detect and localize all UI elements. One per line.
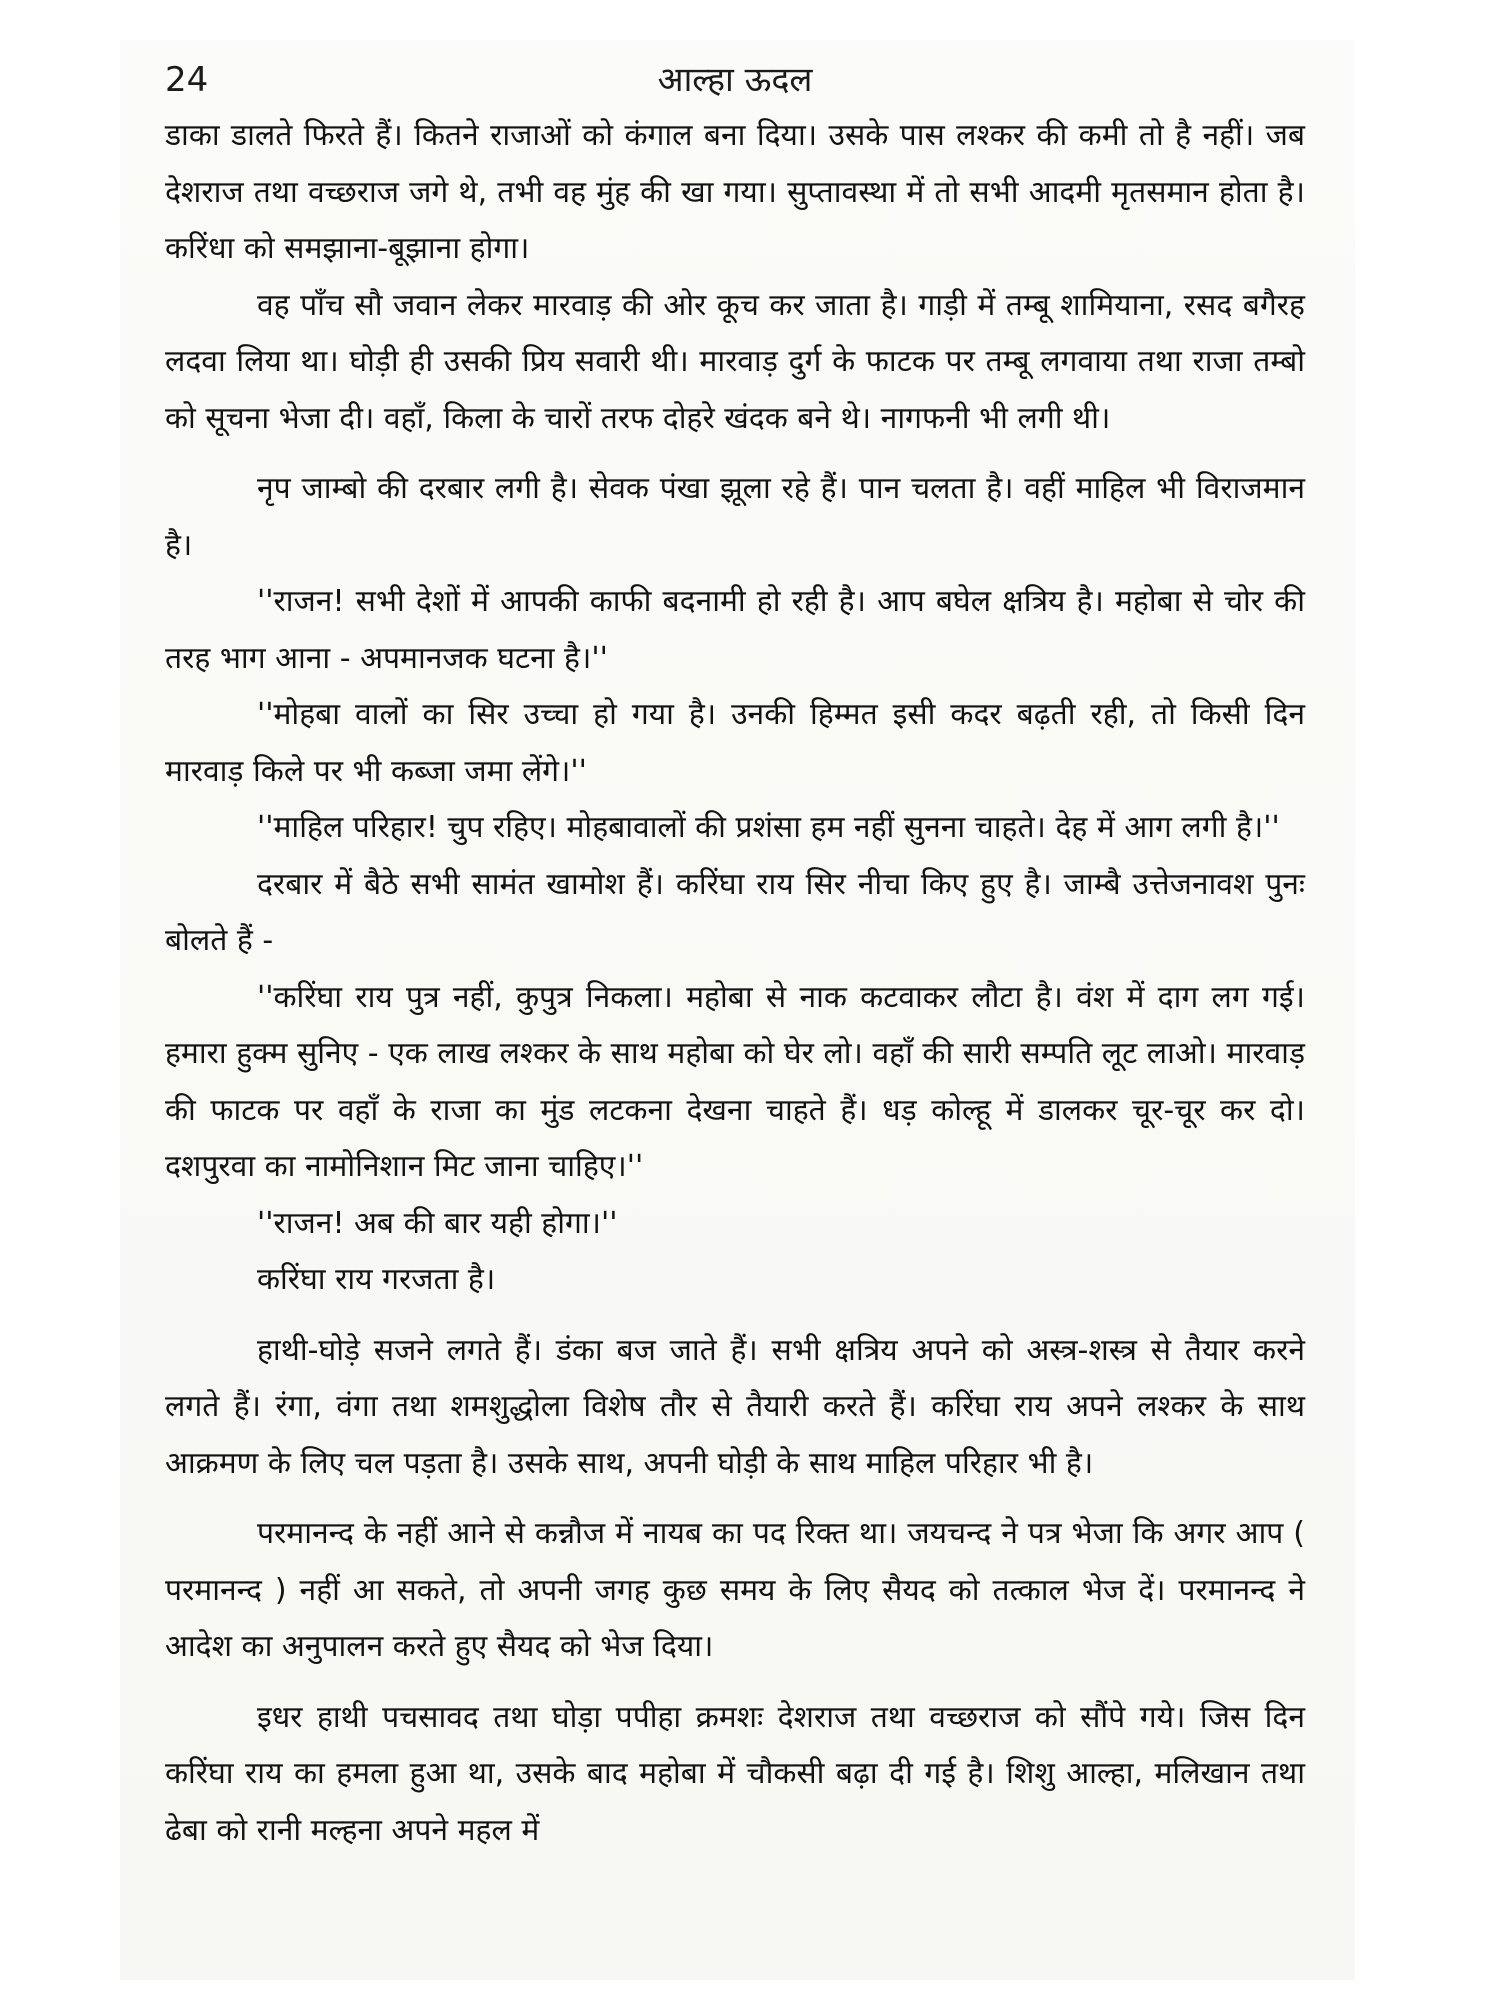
paragraph-3: नृप जाम्बो की दरबार लगी है। सेवक पंखा झूला रहे हैं। पान चलता है। वहीं माहिल भी विराजमान है। [165, 471, 1305, 563]
paragraph-12: परमानन्द के नहीं आने से कन्नौज में नायब का पद रिक्त था। जयचन्द ने पत्र भेजा कि अगर आप ( परमानन्द ) नहीं आ सकते, तो अपनी जगह कुछ समय के लिए सैयद को तत्काल भेज दें। परमानन्द ने आदेश का अनुपालन करते हुए सैयद को भेज दिया। [165, 1516, 1305, 1664]
page-header [165, 55, 1305, 105]
page-number: 24 [165, 60, 209, 100]
paragraph-1: डाका डालते फिरते हैं। कितने राजाओं को कंगाल बना दिया। उसके पास लश्कर की कमी तो है नहीं। जब देशराज तथा वच्छराज जगे थे, तभी वह मुंह की खा गया। सुप्तावस्था में तो सभी आदमी मृतसमान होता है। करिंधा को समझाना-बूझाना होगा। [165, 118, 1305, 266]
running-title: आल्हा ऊदल [657, 60, 813, 100]
paragraph-5: ''मोहबा वालों का सिर उच्चा हो गया है। उनकी हिम्मत इसी कदर बढ़ती रही, तो किसी दिन मारवाड़ किले पर भी कब्जा जमा लेंगे।'' [165, 697, 1305, 789]
paragraph-13: इधर हाथी पचसावद तथा घोड़ा पपीहा क्रमशः देशराज तथा वच्छराज को सौंपे गये। जिस दिन करिंघा राय का हमला हुआ था, उसके बाद महोबा में चौकसी बढ़ा दी गई है। शिशु आल्हा, मलिखान तथा ढेबा को रानी मल्हना अपने महल में [165, 1699, 1305, 1848]
paragraph-10: करिंघा राय गरजता है। [257, 1262, 496, 1297]
paragraph-11: हाथी-घोड़े सजने लगते हैं। डंका बज जाते हैं। सभी क्षत्रिय अपने को अस्त्र-शस्त्र से तैयार करने लगते हैं। रंगा, वंगा तथा शमशुद्धोला विशेष तौर से तैयारी करते हैं। करिंघा राय अपने लश्कर के साथ आक्रमण के लिए चल पड़ता है। उसके साथ, अपनी घोड़ी के साथ माहिल परिहार भी है। [165, 1332, 1305, 1481]
paragraph-8: ''करिंघा राय पुत्र नहीं, कुपुत्र निकला। महोबा से नाक कटवाकर लौटा है। वंश में दाग लग गई। हमारा हुक्म सुनिए - एक लाख लश्कर के साथ महोबा को घेर लो। वहाँ की सारी सम्पति लूट लाओ। मारवाड़ की फाटक पर वहाँ के राजा का मुंड लटकना देखना चाहते हैं। धड़ कोल्हू में डालकर चूर-चूर कर दो। दशपुरवा का नामोनिशान मिट जाना चाहिए।'' [165, 979, 1305, 1184]
body-text [165, 108, 1305, 1859]
paragraph-7: दरबार में बैठे सभी सामंत खामोश हैं। करिंघा राय सिर नीचा किए हुए है। जाम्बै उत्तेजनावश पुनः बोलते हैं - [165, 866, 1305, 958]
paragraph-9: ''राजन! अब की बार यही होगा।'' [257, 1205, 618, 1241]
paragraph-6: ''माहिल परिहार! चुप रहिए। मोहबावालों की प्रशंसा हम नहीं सुनना चाहते। देह में आग लगी है।'' [257, 810, 1280, 845]
paragraph-2: वह पाँच सौ जवान लेकर मारवाड़ की ओर कूच कर जाता है। गाड़ी में तम्बू शामियाना, रसद बगैरह लदवा लिया था। घोड़ी ही उसकी प्रिय सवारी थी। मारवाड़ दुर्ग के फाटक पर तम्बू लगवाया तथा राजा तम्बो को सूचना भेजा दी। वहाँ, किला के चारों तरफ दोहरे खंदक बने थे। नागफनी भी लगी थी। [165, 287, 1305, 436]
paragraph-4: ''राजन! सभी देशों में आपकी काफी बदनामी हो रही है। आप बघेल क्षत्रिय है। महोबा से चोर की तरह भाग आना - अपमानजक घटना है।'' [165, 584, 1305, 676]
